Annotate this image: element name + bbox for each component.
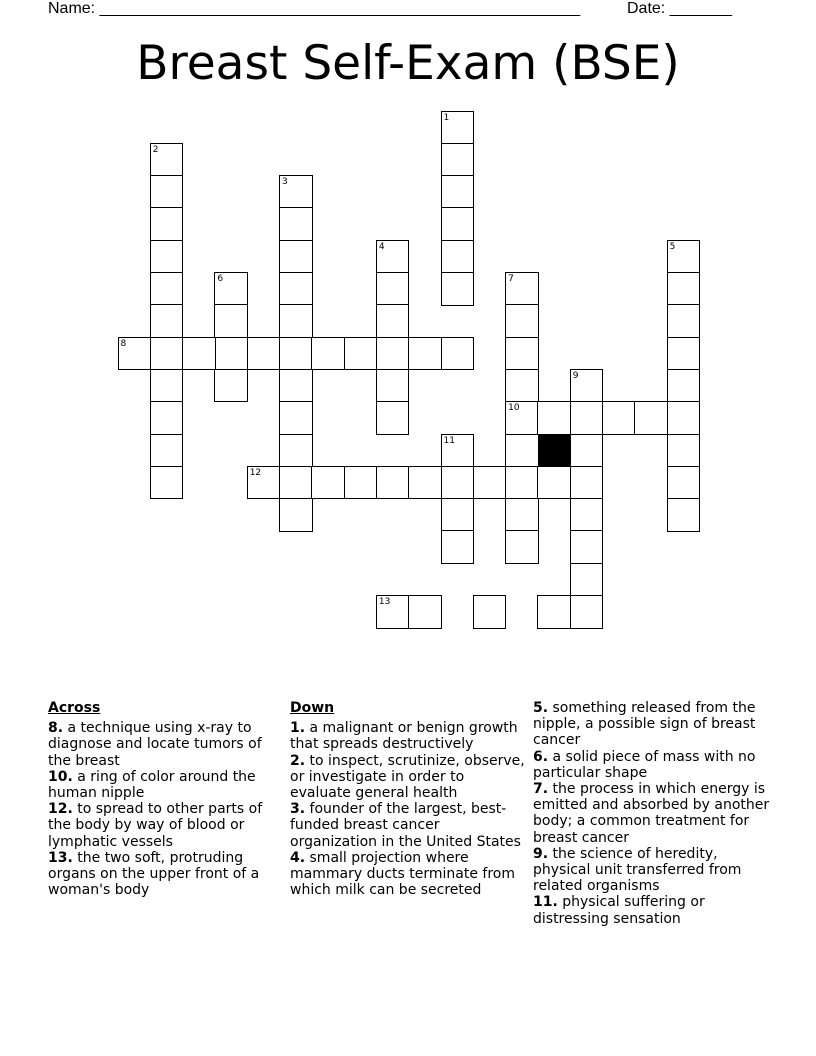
grid-cell[interactable] <box>570 530 604 564</box>
down-clues-column-1 <box>290 700 526 898</box>
clue-num: 10. <box>48 768 73 785</box>
grid-cell[interactable] <box>441 434 475 468</box>
grid-cell[interactable] <box>505 401 539 435</box>
grid-cell[interactable] <box>505 498 539 532</box>
grid-cell[interactable] <box>150 240 184 274</box>
clue-text: small projection where mammary ducts terminate from which milk can be secreted <box>290 849 515 899</box>
clue-text: founder of the largest, best-funded breast cancer organization in the United States <box>290 801 521 850</box>
grid-cell[interactable] <box>150 401 184 435</box>
grid-cell[interactable] <box>150 466 184 500</box>
grid-cell[interactable] <box>311 337 345 371</box>
grid-cell[interactable] <box>505 530 539 564</box>
grid-cell[interactable] <box>279 434 313 468</box>
down-clue <box>533 749 773 781</box>
grid-cell[interactable] <box>441 337 475 371</box>
grid-cell[interactable] <box>311 466 345 500</box>
clue-number: 7 <box>508 274 514 284</box>
clue-num: 8. <box>48 720 64 737</box>
grid-cell[interactable] <box>634 401 668 435</box>
grid-cell[interactable] <box>150 304 184 338</box>
grid-cell[interactable] <box>279 207 313 241</box>
clue-number: 11 <box>443 435 455 446</box>
grid-cell[interactable] <box>247 337 281 371</box>
grid-cell[interactable] <box>570 595 604 629</box>
grid-cell[interactable] <box>150 337 184 371</box>
clue-num: 6. <box>533 748 549 765</box>
grid-cell[interactable] <box>279 175 313 209</box>
clue-text: a solid piece of mass with no particular shape <box>533 748 756 781</box>
grid-cell[interactable] <box>376 466 410 500</box>
grid-cell[interactable] <box>441 272 475 306</box>
grid-cell[interactable] <box>150 434 184 468</box>
grid-cell[interactable] <box>214 369 248 403</box>
clue-number: 12 <box>249 467 262 478</box>
clue-number: 1 <box>443 112 450 123</box>
grid-cell[interactable] <box>376 304 410 338</box>
grid-cell[interactable] <box>667 304 701 338</box>
grid-cell[interactable] <box>505 337 539 371</box>
down-clue <box>290 850 526 899</box>
clue-num: 3. <box>290 801 306 818</box>
grid-cell[interactable] <box>667 434 701 468</box>
clue-text: the science of heredity, physical unit transferred from related organisms <box>533 845 742 895</box>
grid-cell[interactable] <box>441 175 475 209</box>
across-clue <box>48 769 278 801</box>
clue-num: 4. <box>290 849 306 866</box>
grid-cell[interactable] <box>279 337 313 371</box>
grid-cell[interactable] <box>570 369 604 403</box>
grid-cell[interactable] <box>376 595 410 629</box>
down-clue <box>533 846 773 895</box>
grid-cell[interactable] <box>279 369 313 403</box>
grid-cell[interactable] <box>473 466 507 500</box>
clue-number: 9 <box>572 370 579 381</box>
clue-text: a ring of color around the human nipple <box>48 768 256 802</box>
clue-text: to inspect, scrutinize, observe, or investigate in order to evaluate general health <box>290 752 525 802</box>
grid-cell[interactable] <box>376 337 410 371</box>
grid-cell[interactable] <box>570 563 604 597</box>
grid-cell[interactable] <box>376 401 410 435</box>
grid-cell[interactable] <box>667 337 701 371</box>
clue-text: physical suffering or distressing sensation <box>533 894 705 927</box>
grid-cell[interactable] <box>376 240 410 274</box>
down-heading: Down <box>290 700 335 716</box>
grid-cell[interactable] <box>150 207 184 241</box>
grid-cell[interactable] <box>441 530 475 564</box>
grid-cell[interactable] <box>408 466 442 500</box>
grid-cell[interactable] <box>505 304 539 338</box>
grid-cell[interactable] <box>279 498 313 532</box>
grid-cell[interactable] <box>441 466 475 500</box>
down-clue <box>533 700 773 749</box>
grid-cell[interactable] <box>505 466 539 500</box>
down-clue-list-1 <box>290 720 526 898</box>
puzzle-title: Breast Self-Exam (BSE) <box>136 36 680 91</box>
clue-number: 8 <box>120 338 127 349</box>
grid-cell[interactable] <box>537 595 571 629</box>
clue-num: 12. <box>48 801 73 818</box>
clue-number: 2 <box>152 144 159 155</box>
grid-cell[interactable] <box>214 304 248 338</box>
clue-num: 9. <box>533 845 549 862</box>
down-clue <box>290 753 526 802</box>
grid-cell[interactable] <box>667 272 701 306</box>
grid-cell[interactable] <box>667 466 701 500</box>
date-field-label: Date: _______ <box>627 0 732 17</box>
clue-num: 5. <box>533 700 549 716</box>
down-clue <box>290 801 526 850</box>
across-clues <box>48 700 278 898</box>
clue-text: the two soft, protruding organs on the upper front of a woman's body <box>48 849 260 899</box>
clue-text: to spread to other parts of the body by way of blood or lymphatic vessels <box>48 801 263 850</box>
grid-cell[interactable] <box>150 369 184 403</box>
grid-cell[interactable] <box>473 595 507 629</box>
grid-cell[interactable] <box>667 498 701 532</box>
grid-cell[interactable] <box>570 498 604 532</box>
across-clue <box>48 720 278 769</box>
grid-cell[interactable] <box>344 466 378 500</box>
grid-cell[interactable] <box>537 401 571 435</box>
clue-num: 7. <box>533 781 549 798</box>
grid-cell[interactable] <box>408 595 442 629</box>
clue-num: 11. <box>533 894 558 911</box>
grid-cell[interactable] <box>279 240 313 274</box>
name-field-label: Name: ______________________________________________________ <box>48 0 581 17</box>
grid-cell[interactable] <box>247 466 281 500</box>
clue-text: a malignant or benign growth that spreads destructively <box>290 720 518 753</box>
clue-number: 5 <box>669 241 676 252</box>
grid-cell[interactable] <box>441 111 475 145</box>
grid-cell[interactable] <box>505 272 539 306</box>
grid-cell[interactable] <box>279 272 313 306</box>
grid-cell[interactable] <box>570 466 604 500</box>
across-clue <box>48 801 278 850</box>
across-clue <box>48 850 278 899</box>
grid-cell[interactable] <box>376 272 410 306</box>
grid-cell[interactable] <box>441 207 475 241</box>
grid-cell[interactable] <box>570 401 604 435</box>
clue-number: 4 <box>378 241 385 252</box>
down-clue <box>290 720 526 752</box>
down-clues-column-2 <box>533 700 773 927</box>
grid-cell[interactable] <box>150 175 184 209</box>
clue-number: 3 <box>282 177 288 188</box>
grid-cell[interactable] <box>570 434 604 468</box>
down-clue <box>533 894 773 926</box>
clue-number: 10 <box>508 403 520 414</box>
grid-cell[interactable] <box>150 272 184 306</box>
grid-cell[interactable] <box>150 143 184 177</box>
grid-cell[interactable] <box>441 240 475 274</box>
grid-cell[interactable] <box>279 401 313 435</box>
grid-cell[interactable] <box>441 498 475 532</box>
down-clue-list-2 <box>533 700 773 927</box>
grid-cell[interactable] <box>667 240 701 274</box>
clue-number: 6 <box>217 274 224 284</box>
grid-block <box>537 434 571 468</box>
grid-cell[interactable] <box>376 369 410 403</box>
clue-text: a technique using x-ray to diagnose and locate tumors of the breast <box>48 720 262 769</box>
across-heading: Across <box>48 700 101 716</box>
across-clue-list <box>48 720 278 898</box>
grid-cell[interactable] <box>667 369 701 403</box>
grid-cell[interactable] <box>505 369 539 403</box>
grid-cell[interactable] <box>667 401 701 435</box>
grid-cell[interactable] <box>344 337 378 371</box>
grid-cell[interactable] <box>182 337 216 371</box>
grid-cell[interactable] <box>441 143 475 177</box>
grid-cell[interactable] <box>537 466 571 500</box>
clue-number: 13 <box>378 597 391 607</box>
clue-num: 13. <box>48 849 73 866</box>
grid-cell[interactable] <box>118 337 152 371</box>
clue-num: 2. <box>290 752 306 769</box>
grid-cell[interactable] <box>602 401 636 435</box>
grid-cell[interactable] <box>505 434 539 468</box>
clue-num: 1. <box>290 720 306 737</box>
grid-cell[interactable] <box>214 272 248 306</box>
down-clue <box>533 781 773 846</box>
clue-text: something released from the nipple, a possible sign of breast cancer <box>533 700 756 749</box>
grid-cell[interactable] <box>279 304 313 338</box>
grid-cell[interactable] <box>214 337 248 371</box>
grid-cell[interactable] <box>279 466 313 500</box>
clue-text: the process in which energy is emitted and absorbed by another body; a common treatment for breast cancer <box>533 781 770 846</box>
grid-cell[interactable] <box>408 337 442 371</box>
